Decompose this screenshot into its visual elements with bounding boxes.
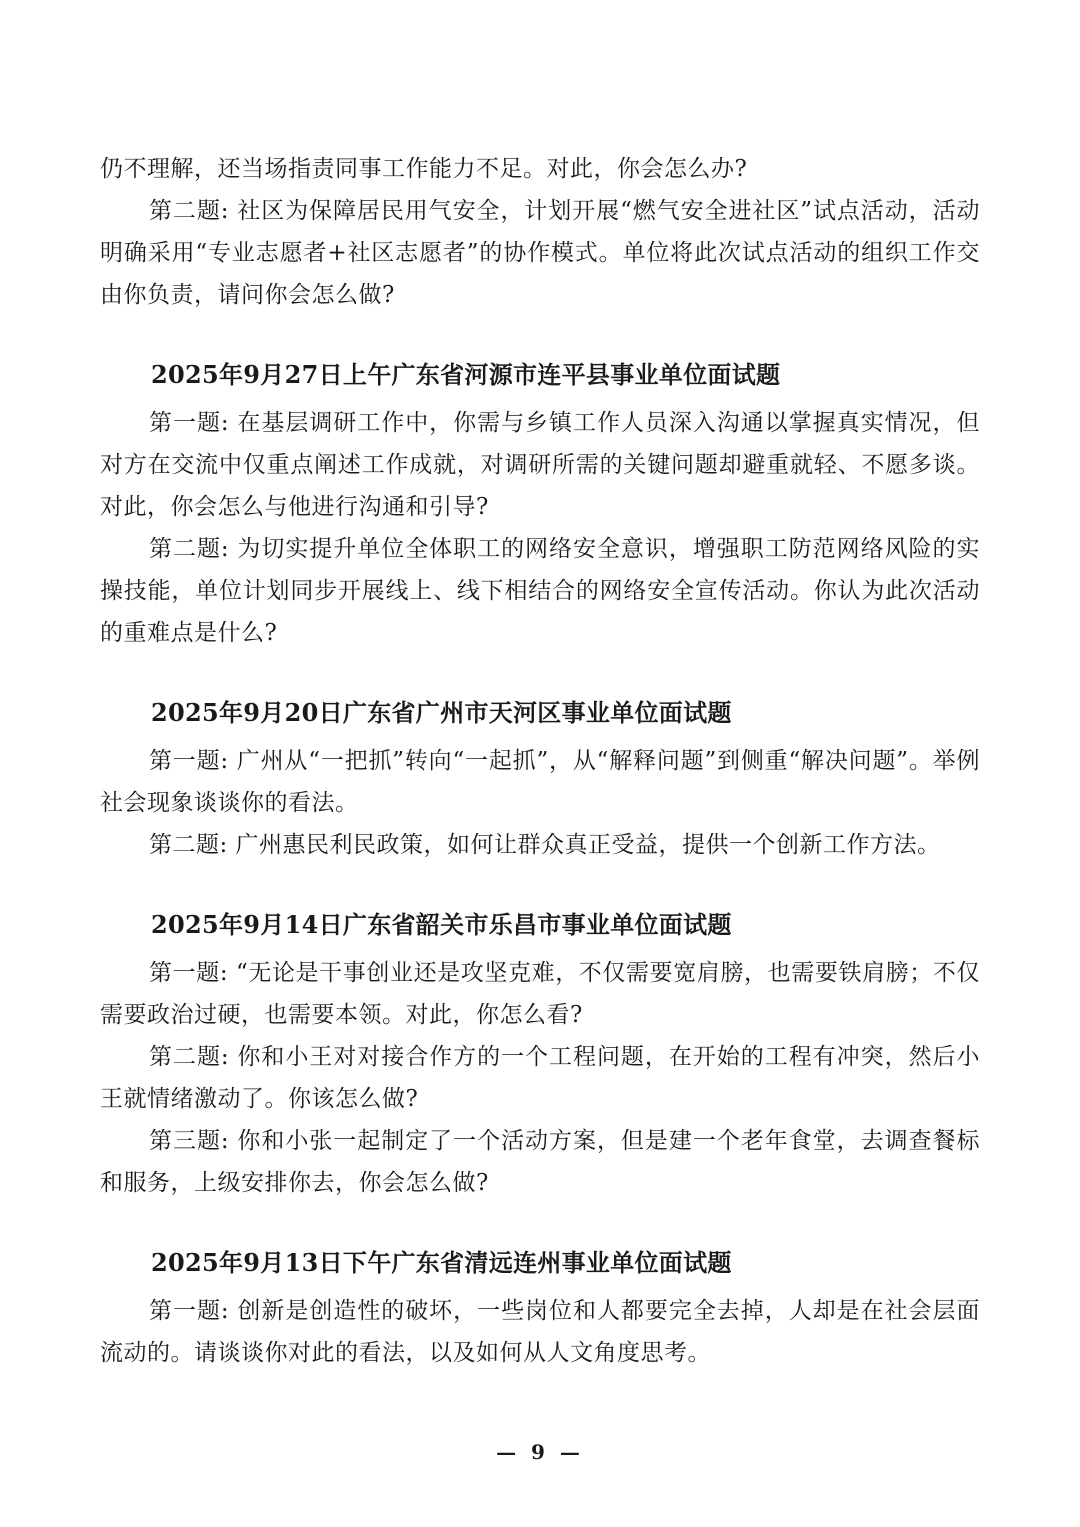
section-lechang — [100, 904, 980, 1204]
question-paragraph: 第二题: 你和小王对对接合作方的一个工程问题，在开始的工程有冲突，然后小王就情绪激动了。你该怎么做? — [100, 1044, 980, 1112]
question-paragraph: 第二题: 社区为保障居民用气安全，计划开展“燃气安全进社区”试点活动，活动明确采用“专业志愿者+社区志愿者”的协作模式。单位将此次试点活动的组织工作交由你负责，请问你会怎么做? — [100, 198, 980, 308]
question-paragraph: 第一题: 在基层调研工作中，你需与乡镇工作人员深入沟通以掌握真实情况，但对方在交流中仅重点阐述工作成就，对调研所需的关键问题却避重就轻、不愿多谈。对此，你会怎么与他进行沟通和引导? — [100, 410, 980, 520]
question-paragraph: 第二题: 广州惠民利民政策，如何让群众真正受益，提供一个创新工作方法。 — [149, 832, 941, 858]
section-lianping — [100, 354, 980, 654]
section-heading: 2025年9月27日上午广东省河源市连平县事业单位面试题 — [151, 360, 781, 389]
section-tianhe — [100, 692, 980, 866]
section-lianzhou — [100, 1242, 980, 1374]
continuation-paragraph: 仍不理解，还当场指责同事工作能力不足。对此，你会怎么办? — [100, 156, 748, 182]
question-paragraph: 第一题: “无论是干事创业还是攻坚克难，不仅需要宽肩膀，也需要铁肩膀；不仅需要政治过硬，也需要本领。对此，你怎么看? — [100, 960, 980, 1028]
section-heading: 2025年9月14日广东省韶关市乐昌市事业单位面试题 — [151, 910, 732, 939]
question-paragraph: 第三题: 你和小张一起制定了一个活动方案，但是建一个老年食堂，去调查餐标和服务，上级安排你去，你会怎么做? — [100, 1128, 980, 1196]
question-paragraph: 第一题: 创新是创造性的破坏，一些岗位和人都要完全去掉，人却是在社会层面流动的。请谈谈你对此的看法，以及如何从人文角度思考。 — [100, 1298, 980, 1366]
question-paragraph: 第二题: 为切实提升单位全体职工的网络安全意识，增强职工防范网络风险的实操技能，单位计划同步开展线上、线下相结合的网络安全宣传活动。你认为此次活动的重难点是什么? — [100, 536, 980, 646]
question-paragraph: 第一题: 广州从“一把抓”转向“一起抓”，从“解释问题”到侧重“解决问题”。举例社会现象谈谈你的看法。 — [100, 748, 980, 816]
document-body — [100, 148, 980, 1374]
section-heading: 2025年9月20日广东省广州市天河区事业单位面试题 — [151, 698, 732, 727]
section-heading: 2025年9月13日下午广东省清远连州事业单位面试题 — [151, 1248, 732, 1277]
page-number: — 9 — — [496, 1440, 584, 1464]
